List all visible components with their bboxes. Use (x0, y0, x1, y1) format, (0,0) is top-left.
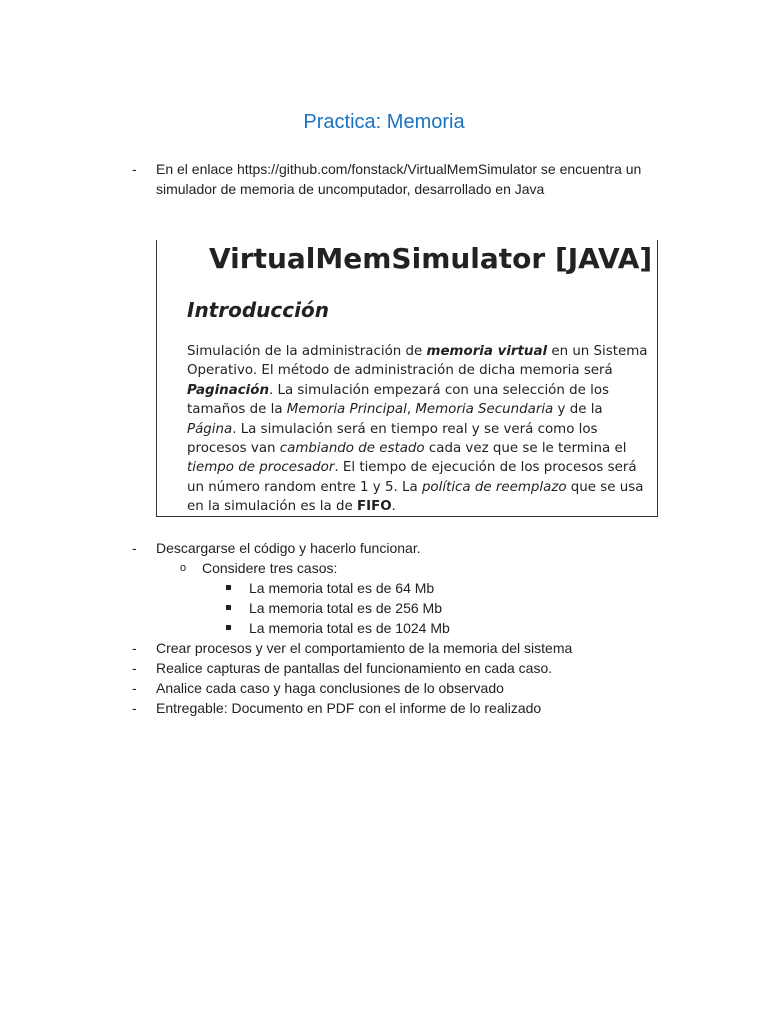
body-emphasis: memoria virtual (426, 344, 548, 359)
list-item-deliverable (0, 698, 768, 718)
readme-title: VirtualMemSimulator [JAVA] (209, 242, 653, 275)
list-item-text: Considere tres casos: (202, 560, 338, 576)
body-italic: Memoria Principal (286, 402, 407, 418)
list-item-case (0, 618, 768, 638)
task-list (0, 538, 768, 718)
body-italic: Página (187, 421, 233, 437)
body-text: . La simulación empezará con una selección de los tamaños de la (187, 382, 610, 418)
square-bullet-icon (226, 605, 231, 610)
list-item-download (0, 538, 768, 558)
body-text: cada vez que se le termina el (424, 441, 627, 457)
body-text: que se usa en la simulación es la de (187, 479, 644, 515)
list-item-text: En el enlace https://github.com/fonstack/VirtualMemSimulator se encuentra un simulador de memoria de uncomputador, desarrollado en Java (156, 161, 642, 197)
dash-bullet: - (132, 680, 137, 696)
body-text: y de la (553, 402, 603, 418)
list-item-text: Crear procesos y ver el comportamiento de la memoria del sistema (156, 640, 573, 656)
list-item-text: La memoria total es de 256 Mb (249, 600, 442, 616)
body-text: , (406, 402, 416, 418)
readme-body (187, 342, 652, 517)
list-item-text: Descargarse el código y hacerlo funcionar. (156, 540, 421, 556)
body-text: . (391, 499, 396, 515)
embedded-readme-screenshot (156, 240, 658, 517)
body-italic: tiempo de procesador (187, 460, 335, 476)
list-item-text: Entregable: Documento en PDF con el informe de lo realizado (156, 700, 542, 716)
body-emphasis: Paginación (187, 382, 269, 398)
list-item-case (0, 598, 768, 618)
body-text: . El tiempo de ejecución de los procesos será un número random entre 1 y 5. La (187, 460, 637, 495)
list-item-text: Realice capturas de pantallas del funcionamiento en cada caso. (156, 660, 553, 676)
dash-bullet: - (132, 700, 137, 716)
body-italic: política de reemplazo (421, 479, 567, 495)
body-bold: FIFO (357, 499, 392, 515)
square-bullet-icon (226, 625, 231, 630)
list-item-text: Analice cada caso y haga conclusiones de lo observado (156, 680, 504, 696)
body-text: . La simulación será en tiempo real y se verá como los procesos van (187, 421, 598, 457)
square-bullet-icon (226, 585, 231, 590)
list-item-screenshots (0, 658, 768, 678)
body-italic: Memoria Secundaria (415, 402, 554, 418)
list-item-create-processes (0, 638, 768, 658)
intro-list (0, 159, 768, 199)
list-item-analyze (0, 678, 768, 698)
body-italic: cambiando de estado (279, 441, 425, 457)
list-item-case (0, 578, 768, 598)
body-text: Simulación de la administración de (187, 344, 427, 359)
list-item-text: La memoria total es de 64 Mb (249, 580, 435, 596)
dash-bullet: - (132, 660, 137, 676)
body-text: en un Sistema Operativo. El método de administración de dicha memoria será (187, 344, 648, 379)
readme-subtitle: Introducción (187, 298, 329, 322)
list-item-intro (0, 159, 768, 199)
dash-bullet: - (132, 161, 137, 177)
list-item-text: La memoria total es de 1024 Mb (249, 620, 450, 636)
circle-bullet: o (180, 562, 187, 574)
list-item-consider (0, 558, 768, 578)
page-title: Practica: Memoria (303, 111, 465, 133)
dash-bullet: - (132, 640, 137, 656)
dash-bullet: - (132, 540, 137, 556)
